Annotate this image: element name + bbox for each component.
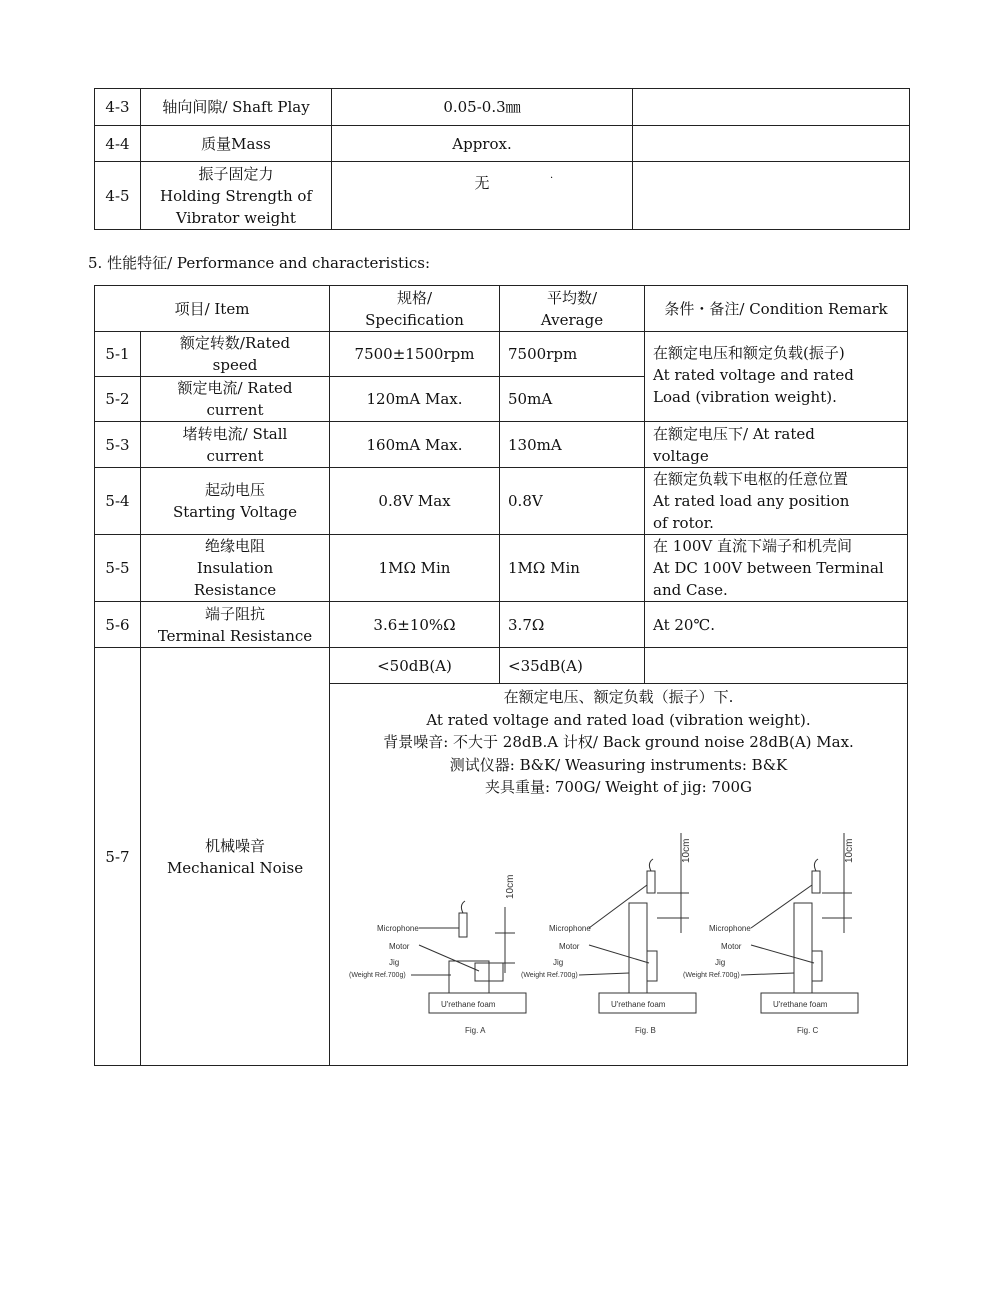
item-line: current: [206, 401, 264, 419]
label-foam: U'rethane foam: [772, 999, 827, 1009]
label-jig-weight: (Weight Ref.700g): [348, 971, 406, 979]
spec-value: 160mA Max.: [330, 422, 500, 468]
label-jig: Jig: [388, 957, 399, 967]
leader-line: [751, 885, 812, 928]
table-row: [95, 468, 908, 535]
label-motor: Motor: [388, 941, 409, 951]
header-spec: [330, 286, 500, 332]
row-number: 5-2: [95, 377, 141, 422]
label-jig-weight: (Weight Ref.700g): [682, 971, 740, 979]
spec-value: 3.6±10%Ω: [330, 602, 500, 648]
remark-cell: [645, 332, 908, 422]
label-distance: 10cm: [504, 874, 516, 899]
item-line: Vibrator weight: [176, 208, 296, 227]
item-line: 额定转数/Rated: [179, 334, 291, 352]
label-motor: Motor: [720, 941, 741, 951]
remark-line: voltage: [653, 446, 709, 465]
item-line: Resistance: [193, 581, 277, 599]
header-row: [95, 286, 908, 332]
jig-block: [449, 961, 489, 993]
spec-table-4: [94, 88, 910, 230]
noise-notes: [330, 684, 907, 799]
jig-block: [794, 903, 812, 993]
mic-cable: [649, 859, 653, 871]
performance-table: [94, 285, 908, 1066]
item-line: Insulation: [196, 559, 274, 577]
label-jig: Jig: [552, 957, 563, 967]
note-line: 夹具重量: 700G/ Weight of jig: 700G: [485, 778, 753, 796]
spec-value: 0.8V Max: [330, 468, 500, 535]
header-average: [500, 286, 645, 332]
item-name: [141, 162, 332, 230]
item-line: Mechanical Noise: [166, 858, 304, 877]
item-line: speed: [212, 356, 258, 374]
noise-test-cell: [330, 684, 908, 1066]
table-row: [95, 602, 908, 648]
item-name: 轴向间隙/ Shaft Play: [141, 89, 332, 126]
mic-cable: [461, 901, 465, 913]
row-number: 5-6: [95, 602, 141, 648]
jig-block: [629, 903, 647, 993]
note-line: 背景噪音: 不大于 28dB.A 计权/ Back ground noise 28dB(A) Max.: [383, 733, 854, 751]
spec-value: 1MΩ Min: [330, 535, 500, 602]
figure-b: [521, 833, 696, 1035]
item-line: Terminal Resistance: [157, 626, 313, 645]
mic-cable: [814, 859, 818, 871]
header-line: Average: [540, 310, 604, 329]
remark-cell: [645, 648, 908, 684]
header-line: Specification: [365, 310, 464, 329]
item-line: current: [206, 446, 264, 465]
item-line: 绝缘电阻: [205, 537, 266, 555]
spec-value: 0.05-0.3㎜: [332, 89, 633, 126]
item-line: 机械噪音: [205, 836, 266, 855]
motor-block: [812, 951, 822, 981]
label-microphone: Microphone: [548, 923, 591, 933]
average-value: 0.8V: [500, 468, 645, 535]
remark-line: 在额定电压和额定负载(振子): [653, 344, 845, 362]
remark-cell: [633, 126, 910, 162]
figure-caption: Fig. A: [464, 1025, 485, 1035]
spec-text: 无: [474, 174, 490, 192]
remark-cell: [645, 468, 908, 535]
leader-line: [589, 885, 647, 928]
average-value: 3.7Ω: [500, 602, 645, 648]
table-row: [95, 535, 908, 602]
item-name: [141, 468, 330, 535]
spec-value: 120mA Max.: [330, 377, 500, 422]
average-value: <35dB(A): [500, 648, 645, 684]
label-microphone: Microphone: [708, 923, 751, 933]
row-number: 5-4: [95, 468, 141, 535]
item-line: Holding Strength of: [160, 186, 312, 205]
label-foam: U'rethane foam: [610, 999, 665, 1009]
average-value: 1MΩ Min: [500, 535, 645, 602]
spec-value: <50dB(A): [330, 648, 500, 684]
average-value: 130mA: [500, 422, 645, 468]
row-number: 5-1: [95, 332, 141, 377]
microphone-shape: [647, 871, 655, 893]
item-line: 端子阻抗: [205, 604, 266, 623]
label-distance: 10cm: [843, 838, 855, 863]
table-row: [95, 648, 908, 684]
microphone-shape: [812, 871, 820, 893]
motor-block: [647, 951, 657, 981]
item-name: [141, 535, 330, 602]
figure-c: [680, 833, 858, 1035]
average-value: 7500rpm: [500, 332, 645, 377]
remark-line: At rated voltage and rated: [653, 366, 854, 384]
table-row: [95, 162, 910, 230]
microphone-shape: [459, 913, 467, 937]
remark-line: 在额定负载下电枢的任意位置: [653, 470, 849, 488]
item-line: 堵转电流/ Stall: [182, 424, 288, 443]
remark-line: of rotor.: [653, 514, 714, 532]
row-number: 5-7: [95, 648, 141, 1066]
average-value: 50mA: [500, 377, 645, 422]
label-jig: Jig: [714, 957, 725, 967]
header-line: 平均数/: [546, 288, 598, 307]
row-number: 4-4: [95, 126, 141, 162]
note-line: 测试仪器: B&K/ Weasuring instruments: B&K: [449, 755, 788, 774]
label-motor: Motor: [558, 941, 579, 951]
remark-line: At rated load any position: [653, 492, 850, 510]
item-line: 额定电流/ Rated: [177, 379, 293, 397]
remark-cell: [633, 162, 910, 230]
table-row: [95, 89, 910, 126]
item-name: [141, 602, 330, 648]
remark-line: At DC 100V between Terminal: [653, 559, 884, 577]
table-row: [95, 332, 908, 377]
label-distance: 10cm: [680, 838, 692, 863]
item-name: [141, 332, 330, 377]
item-line: Starting Voltage: [173, 503, 298, 521]
leader-line: [589, 945, 649, 963]
leader-line: [579, 973, 629, 975]
item-name: [141, 377, 330, 422]
item-line: 起动电压: [205, 481, 266, 499]
header-remark: 条件・备注/ Condition Remark: [645, 286, 908, 332]
remark-line: and Case.: [653, 581, 728, 599]
note-line: 在额定电压、额定负载（振子）下.: [503, 688, 734, 706]
row-number: 4-3: [95, 89, 141, 126]
item-name: [141, 422, 330, 468]
section-title: 5. 性能特征/ Performance and characteristics:: [88, 254, 431, 272]
row-number: 5-5: [95, 535, 141, 602]
remark-cell: At 20℃.: [645, 602, 908, 648]
note-line: At rated voltage and rated load (vibration weight).: [426, 710, 811, 729]
item-name: 质量Mass: [141, 126, 332, 162]
remark-cell: [633, 89, 910, 126]
label-foam: U'rethane foam: [440, 999, 495, 1009]
row-number: 4-5: [95, 162, 141, 230]
header-line: 规格/: [396, 288, 433, 307]
label-microphone: Microphone: [376, 923, 419, 933]
leader-line: [751, 945, 814, 963]
noise-test-figures: [339, 803, 899, 1035]
table-row: [95, 422, 908, 468]
figure-a: [349, 874, 526, 1034]
row-number: 5-3: [95, 422, 141, 468]
remark-cell: [645, 422, 908, 468]
stray-mark: ·: [550, 173, 554, 184]
spec-value: Approx.: [332, 126, 633, 162]
label-jig-weight: (Weight Ref.700g): [520, 971, 578, 979]
remark-line: Load (vibration weight).: [653, 388, 837, 406]
figure-caption: Fig. B: [634, 1025, 656, 1035]
figure-caption: Fig. C: [796, 1025, 818, 1035]
item-name: [141, 648, 330, 1066]
spec-value: [332, 162, 633, 230]
remark-line: 在额定电压下/ At rated: [653, 424, 815, 443]
leader-line: [741, 973, 794, 975]
header-item: 项目/ Item: [95, 286, 330, 332]
remark-line: 在 100V 直流下端子和机壳间: [653, 537, 853, 555]
table-row: [95, 126, 910, 162]
spec-value: 7500±1500rpm: [330, 332, 500, 377]
item-line: 振子固定力: [198, 164, 274, 183]
remark-cell: [645, 535, 908, 602]
